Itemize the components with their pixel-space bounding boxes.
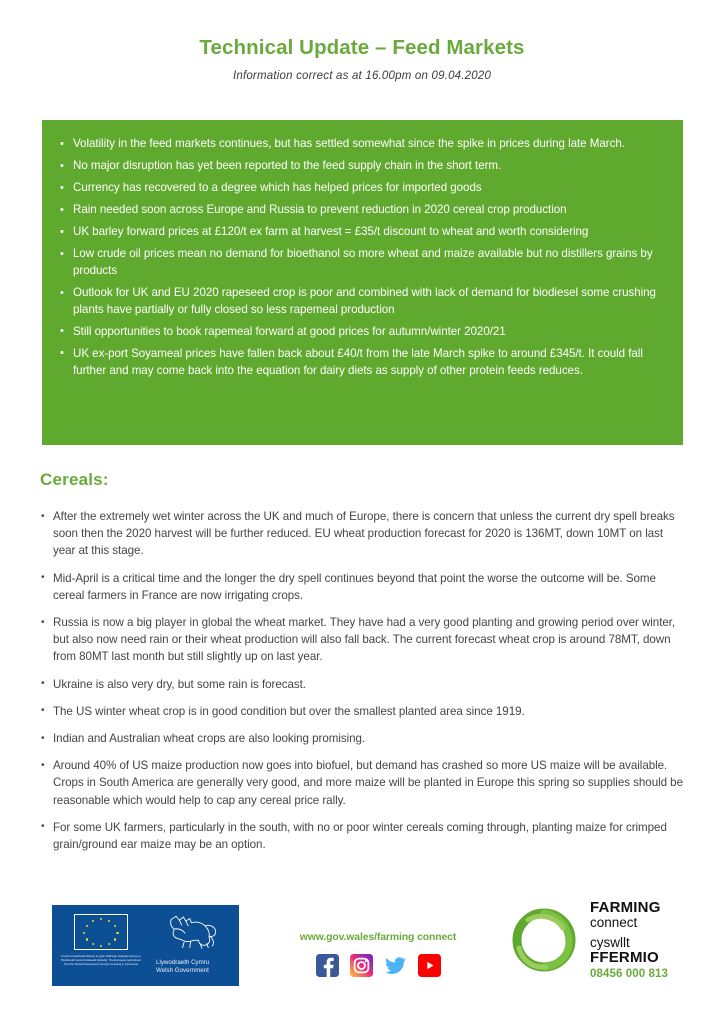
welsh-government-logo-block: [148, 905, 239, 976]
website-and-social-block: [262, 932, 494, 977]
list-item: • Indian and Australian wheat crops are also looking promising.: [40, 730, 688, 747]
fc-line-farming: FARMING: [590, 899, 661, 916]
list-item: • Outlook for UK and EU 2020 rapeseed crop is poor and combined with lack of demand for biodiesel some crushing plants have partially or fully closed so less rapemeal production: [56, 285, 661, 318]
welsh-dragon-icon: [164, 913, 222, 950]
list-item: • Rain needed soon across Europe and Russia to prevent reduction in 2020 cereal crop production: [56, 202, 661, 219]
eu-funding-caption: Cronfa Amaethyddol Ewrop ar gyfer Datblygu Gwledig: Ewrop yn Buddsoddi mewn Ardaloedd Gwledig. The European Agricultural Fund for Rural Development: Europe investing in rural areas: [61, 954, 141, 967]
eu-welsh-government-logo-bar: [52, 905, 239, 986]
list-item: • Currency has recovered to a degree which has helped prices for imported goods: [56, 180, 661, 197]
document-footer: [0, 898, 724, 998]
instagram-icon[interactable]: [350, 954, 373, 977]
highlights-list: [56, 136, 661, 379]
list-item: • Mid-April is a critical time and the longer the dry spell continues beyond that point the worse the outcome will be. Some cereal farmers in France are now irrigating crops.: [40, 570, 688, 604]
list-item: • UK ex-port Soyameal prices have fallen back about £40/t from the late March spike to around £345/t. It could fall further and may come back into the equation for dairy diets as supply of other protein feeds reduces.: [56, 346, 661, 379]
fc-line-ffermio: FFERMIO: [590, 949, 659, 967]
document-header: [0, 0, 724, 82]
facebook-icon[interactable]: [316, 954, 339, 977]
cereals-heading: Cereals:: [40, 470, 109, 489]
farming-connect-swirl-icon: [508, 904, 580, 976]
list-item: • Still opportunities to book rapemeal forward at good prices for autumn/winter 2020/21: [56, 324, 661, 341]
farming-connect-logo: [508, 900, 668, 981]
list-item: • Russia is now a big player in global the wheat market. They have had a very good planting and growing period over winter, but also now need rain or their wheat production will also fall back. The current forecast wheat crop is around 78MT, down from 80MT last month but still slightly up on last year.: [40, 614, 688, 666]
welsh-government-label-en: Welsh Government: [156, 967, 209, 975]
eu-flag-icon: [74, 914, 128, 950]
document-subtitle: Information correct as at 16.00pm on 09.04.2020: [232, 69, 492, 82]
list-item: • The US winter wheat crop is in good condition but over the smallest planted area since 1919.: [40, 703, 688, 720]
highlights-panel: [42, 120, 683, 445]
fc-line-cyswllt: cyswllt: [590, 935, 630, 951]
social-links-row: [262, 954, 494, 977]
welsh-government-label-cy: Llywodraeth Cymru: [156, 959, 210, 966]
eu-logo-block: [52, 905, 148, 966]
list-item: • Low crude oil prices mean no demand for bioethanol so more wheat and maize available but no distillers grains by products: [56, 246, 661, 279]
website-url[interactable]: www.gov.wales/farming connect: [299, 932, 457, 943]
page-title: Technical Update – Feed Markets: [199, 36, 525, 59]
twitter-icon[interactable]: [384, 954, 407, 977]
list-item: • For some UK farmers, particularly in the south, with no or poor winter cereals coming through, planting maize for crimped grain/ground ear maize may be an option.: [40, 819, 688, 853]
youtube-icon[interactable]: [418, 954, 441, 977]
farming-connect-wordmark: [590, 900, 668, 981]
fc-line-connect: connect: [590, 914, 638, 930]
cereals-list: [40, 508, 688, 863]
list-item: • After the extremely wet winter across the UK and much of Europe, there is concern that unless the current dry spell breaks soon then the 2020 harvest will be further reduced. EU wheat production forecast for 2020 is 136MT, down 10MT on last year at this stage.: [40, 508, 688, 560]
farming-connect-phone: 08456 000 813: [590, 968, 669, 981]
list-item: • Volatility in the feed markets continues, but has settled somewhat since the spike in prices during late March.: [56, 136, 661, 153]
list-item: • No major disruption has yet been reported to the feed supply chain in the short term.: [56, 158, 661, 175]
list-item: • UK barley forward prices at £120/t ex farm at harvest = £35/t discount to wheat and worth considering: [56, 224, 661, 241]
welsh-government-caption: [150, 959, 235, 976]
list-item: • Ukraine is also very dry, but some rain is forecast.: [40, 676, 688, 693]
list-item: • Around 40% of US maize production now goes into biofuel, but demand has crashed so more US maize will be available. Crops in South America are generally very good, and more maize will be planted in Europe this spring so supplies should be reasonable which would help to cap any cereal price rally.: [40, 757, 688, 809]
